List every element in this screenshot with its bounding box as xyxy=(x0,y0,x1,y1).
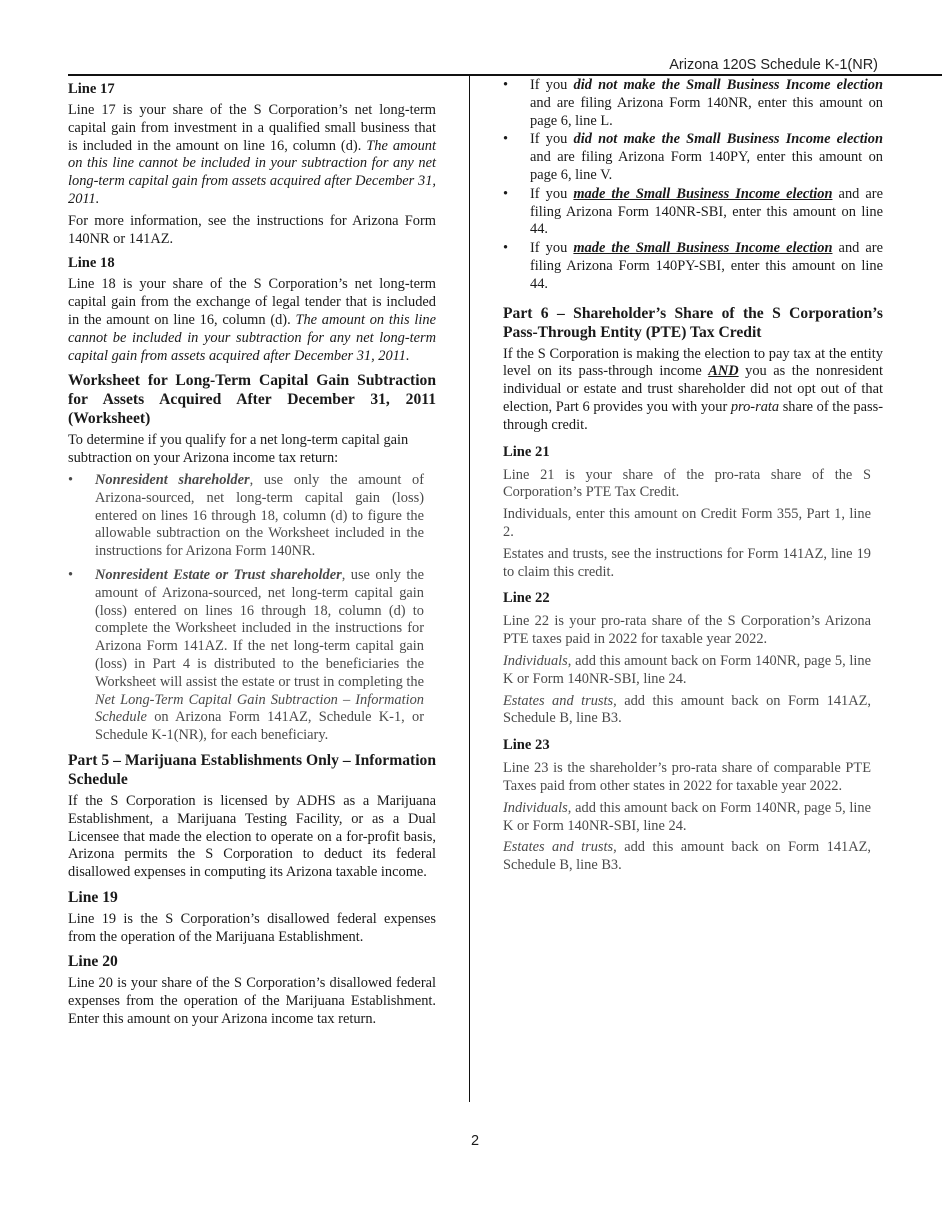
bullet-text: and are filing Arizona Form 140PY-SBI, enter this amount on line 44. xyxy=(530,240,883,292)
left-column xyxy=(68,80,436,1033)
line17-note: The amount on this line cannot be included in your subtraction for any net long-term capital gain from assets acquired after December 31, 2011. xyxy=(68,137,436,207)
part6-text-a: If the S Corporation is making the election to pay tax at the entity level on its pass-through income xyxy=(503,345,883,380)
bullet-text: If you xyxy=(530,240,574,257)
bullet-text: If you xyxy=(530,131,574,148)
sbi-election-term: made the Small Business Income election xyxy=(573,240,833,257)
part5-heading: Part 5 – Marijuana Establishments Only – Information Schedule xyxy=(68,751,436,788)
bullet-text: and are filing Arizona Form 140NR-SBI, enter this amount on line 44. xyxy=(530,185,883,238)
sbi-bullet-140nr xyxy=(503,77,883,130)
page-number: 2 xyxy=(470,1133,480,1149)
estate-trust-text: , use only the amount of Arizona-sourced, net long-term capital gain (loss) entered on lines 16 through 18, column (d) to complete the Worksheet included in the instructions for Arizona Form 141AZ. If the net long-term capital gain (loss) in Part 4 is distributed to the beneficiaries the Worksheet will assist the estate or trust in completing the xyxy=(95,566,424,690)
line21-heading: Line 21 xyxy=(503,443,550,460)
estates-label: Estates and trusts xyxy=(503,839,614,856)
line20-text: Line 20 is your share of the S Corporation’s disallowed federal expenses from the operation of the Marijuana Establishment. Enter this amount on your Arizona income tax return. xyxy=(68,975,436,1028)
line18-paragraph xyxy=(68,276,436,365)
no-sbi-election-term: did not make the Small Business Income election xyxy=(573,77,883,93)
column-divider xyxy=(469,75,470,1102)
worksheet-bullet-list xyxy=(68,472,436,745)
pro-rata-term: pro-rata xyxy=(730,398,780,415)
nonresident-term: Nonresident shareholder xyxy=(95,471,250,488)
line19-text: Line 19 is the S Corporation’s disallowed federal expenses from the operation of the Marijuana Establishment. xyxy=(68,910,436,945)
individuals-label: Individuals xyxy=(503,799,568,816)
estates-label: Estates and trusts xyxy=(503,692,614,709)
worksheet-heading: Worksheet for Long-Term Capital Gain Subtraction for Assets Acquired After December 31, 2011 (Worksheet) xyxy=(68,372,436,428)
line22-individuals-text: , add this amount back on Form 140NR, page 5, line K or Form 140NR-SBI, line 24. xyxy=(503,652,871,687)
line17-more-info: For more information, see the instructions for Arizona Form 140NR or 141AZ. xyxy=(68,212,436,247)
bullet-text: and are filing Arizona Form 140NR, enter this amount on page 6, line L. xyxy=(530,94,883,129)
worksheet-bullet-estate-trust xyxy=(68,567,436,745)
line19-heading: Line 19 xyxy=(68,888,118,906)
nonresident-text: , use only the amount of Arizona-sourced, net long-term capital gain (loss) entered on lines 16 through 18, column (d) to figure the allowable subtraction on the Worksheet included in the instructions for Arizona Form 140NR. xyxy=(95,471,424,560)
estate-trust-text-end: on Arizona Form 141AZ, Schedule K-1, or Schedule K-1(NR), for each beneficiary. xyxy=(95,709,424,744)
worksheet-intro: To determine if you qualify for a net long-term capital gain subtraction on your Arizona income tax return: xyxy=(68,432,409,467)
part6-text-c: share of the pass-through credit. xyxy=(503,398,884,433)
part6-heading: Part 6 – Shareholder’s Share of the S Corporation’s Pass-Through Entity (PTE) Tax Credit xyxy=(503,304,883,341)
line18-note: The amount on this line cannot be included in your subtraction for any net long-term capital gain from assets acquired after December 31, 2011. xyxy=(68,311,436,364)
line20-heading: Line 20 xyxy=(68,953,118,971)
estate-trust-schedule-name: Net Long-Term Capital Gain Subtraction – Information Schedule xyxy=(95,691,424,726)
part6-text-b: you as the nonresident individual or estate and trust shareholder did not opt out of that election, Part 6 provides you with your xyxy=(503,363,883,415)
line17-text: Line 17 is your share of the S Corporation’s net long-term capital gain from investment in a qualified small business that is included in the amount on line 16, column (d). xyxy=(68,102,436,154)
bullet-text: and are filing Arizona Form 140PY, enter this amount on page 6, line V. xyxy=(530,149,883,183)
line21-individuals: Individuals, enter this amount on Credit Form 355, Part 1, line 2. xyxy=(503,506,871,540)
part5-text: If the S Corporation is licensed by ADHS as a Marijuana Establishment, a Marijuana Testing Facility, or as a Dual Licensee that made the election to operate on a for-profit basis, Arizona permits the S Corporation to deduct its federal disallowed expenses in computing its Arizona taxable income. xyxy=(68,792,436,881)
sbi-bullet-140nr-sbi xyxy=(503,186,883,239)
line17-paragraph xyxy=(68,102,436,209)
line21-block xyxy=(503,443,871,875)
sbi-bullet-140py xyxy=(503,131,883,184)
page-header-title: Arizona 120S Schedule K-1(NR) xyxy=(669,57,878,73)
sbi-bullet-list xyxy=(503,77,883,294)
right-column xyxy=(503,77,883,879)
part6-text xyxy=(503,346,883,435)
bullet-text: If you xyxy=(530,77,574,93)
individuals-label: Individuals xyxy=(503,652,568,669)
line22-individuals xyxy=(503,653,871,689)
line18-heading: Line 18 xyxy=(68,255,115,272)
line22-estates xyxy=(503,693,871,729)
line22-heading: Line 22 xyxy=(503,590,550,607)
line23-text: Line 23 is the shareholder’s pro-rata share of comparable PTE Taxes paid from other states in 2022 for taxable year 2022. xyxy=(503,760,871,794)
bullet-text: If you xyxy=(530,185,574,202)
estate-trust-term: Nonresident Estate or Trust shareholder xyxy=(95,566,342,583)
header-rule xyxy=(68,74,942,76)
line21-estates: Estates and trusts, see the instructions for Form 141AZ, line 19 to claim this credit. xyxy=(503,545,871,580)
line23-heading: Line 23 xyxy=(503,737,550,754)
line21-text: Line 21 is your share of the pro-rata share of the S Corporation’s PTE Tax Credit. xyxy=(503,466,871,501)
line23-individuals-text: , add this amount back on Form 140NR, page 5, line K or Form 140NR-SBI, line 24. xyxy=(503,799,871,834)
line22-estates-text: , add this amount back on Form 141AZ, Schedule B, line B3. xyxy=(503,692,872,727)
line23-estates-text: , add this amount back on Form 141AZ, Schedule B, line B3. xyxy=(503,839,872,874)
sbi-election-term: made the Small Business Income election xyxy=(573,185,833,202)
no-sbi-election-term: did not make the Small Business Income election xyxy=(573,131,883,148)
line17-heading: Line 17 xyxy=(68,81,115,97)
line23-estates xyxy=(503,839,871,875)
sbi-bullet-140py-sbi xyxy=(503,240,883,293)
line18-text: Line 18 is your share of the S Corporation’s net long-term capital gain from the exchange of legal tender that is included in the amount on line 16, column (d). xyxy=(68,276,436,328)
line22-text: Line 22 is your pro-rata share of the S Corporation’s Arizona PTE taxes paid in 2022 for taxable year 2022. xyxy=(503,613,871,648)
line23-individuals xyxy=(503,800,871,836)
and-emphasis: AND xyxy=(708,363,739,380)
worksheet-bullet-nonresident xyxy=(68,472,436,561)
